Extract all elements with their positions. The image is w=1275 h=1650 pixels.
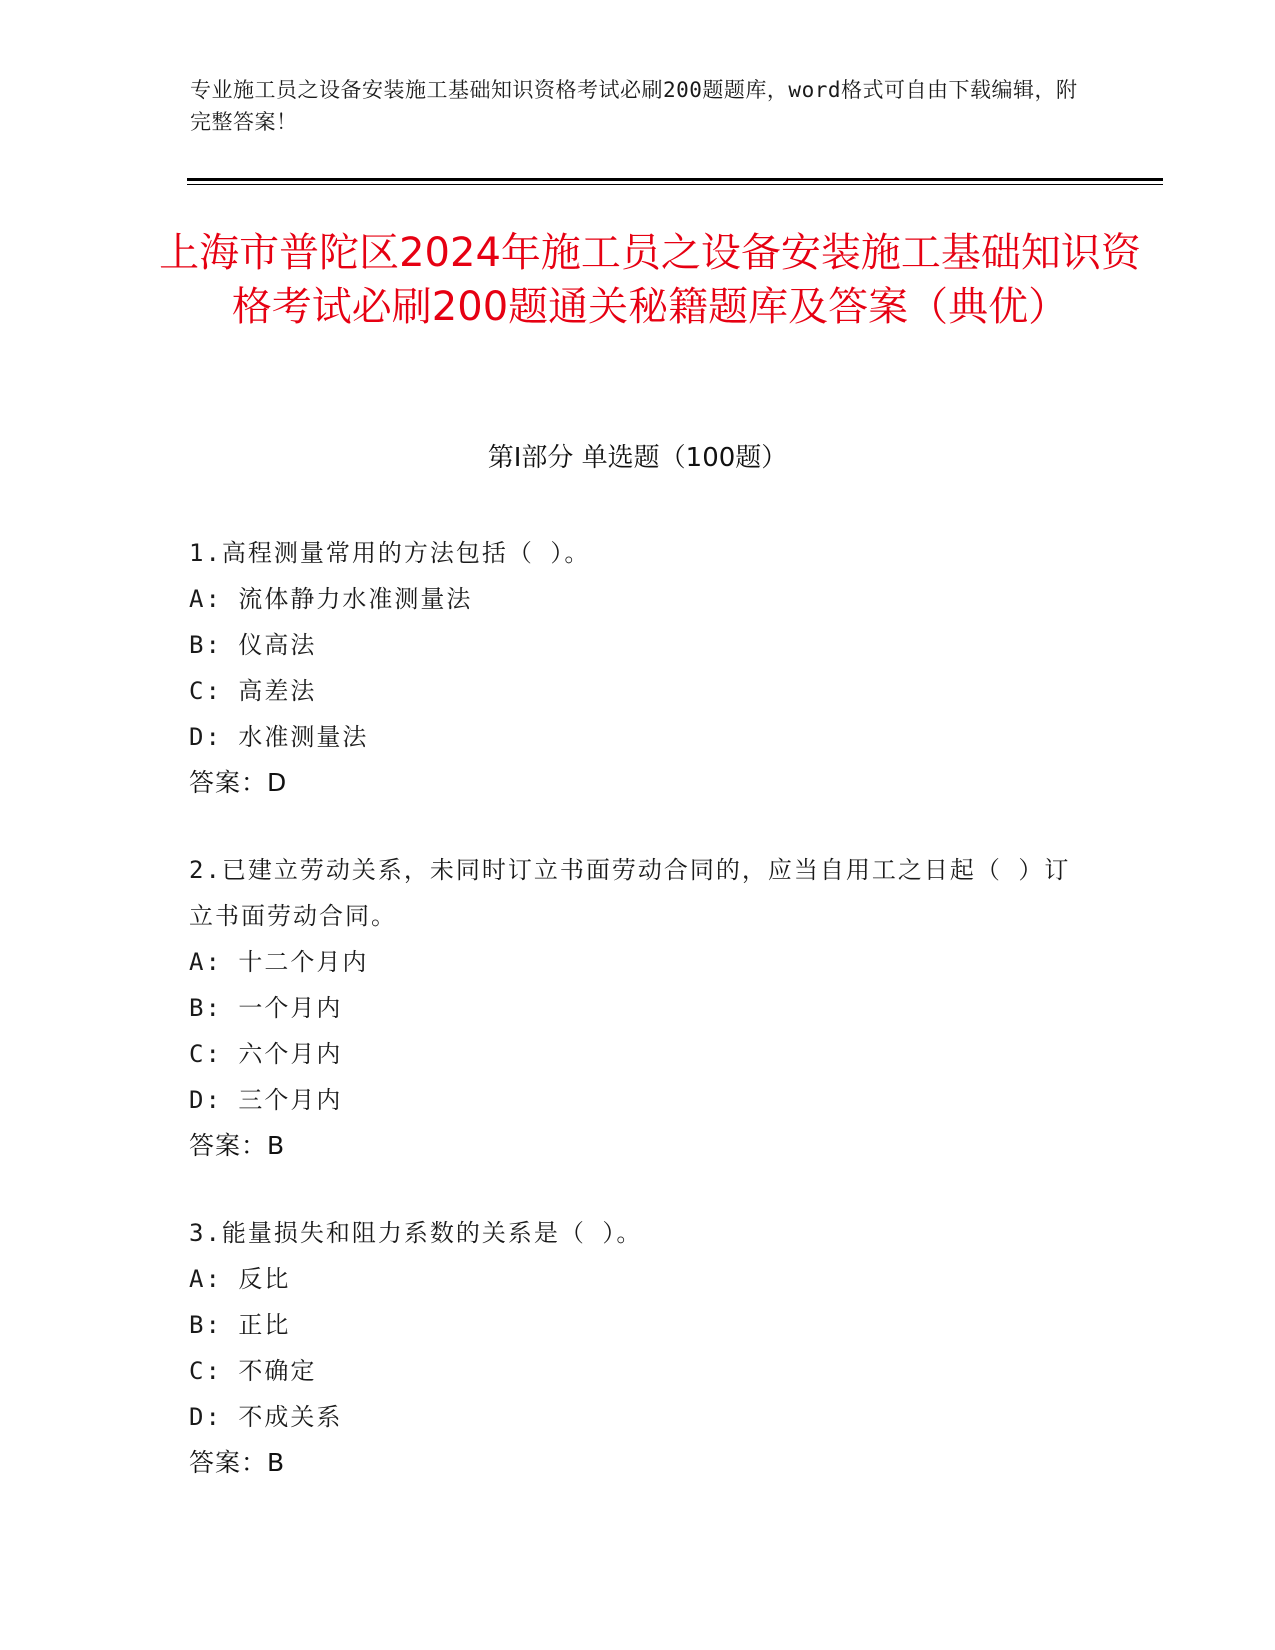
option-a: A: 十二个月内 (189, 948, 369, 976)
option-a: A: 流体静力水准测量法 (189, 585, 473, 613)
question-stem: 1.高程测量常用的方法包括（ ）。 (189, 539, 591, 567)
answer-line: 答案：B (189, 1131, 286, 1160)
option-c: C: 不确定 (189, 1357, 317, 1385)
answer-line: 答案：B (189, 1448, 286, 1477)
question-stem: 2.已建立劳动关系，未同时订立书面劳动合同的，应当自用工之日起（ ）订立书面劳动合同。 (189, 856, 1071, 930)
question-item (189, 530, 1089, 806)
option-d: D: 三个月内 (189, 1086, 343, 1114)
question-item (189, 847, 1089, 1169)
header-rule-thick (187, 178, 1163, 181)
question-list (189, 530, 1089, 1527)
option-d: D: 水准测量法 (189, 723, 369, 751)
question-item (189, 1210, 1089, 1486)
section-title: 第Ⅰ部分 单选题（100题） (487, 443, 788, 473)
option-d: D: 不成关系 (189, 1403, 343, 1431)
answer-line: 答案：D (189, 768, 288, 797)
header-note: 专业施工员之设备安装施工基础知识资格考试必刷200题题库，word格式可自由下载编辑，附完整答案！ (190, 78, 1078, 134)
option-b: B: 正比 (189, 1311, 291, 1339)
question-stem: 3.能量损失和阻力系数的关系是（ ）。 (189, 1219, 643, 1247)
header-rule-thin (187, 184, 1163, 185)
option-b: B: 仪高法 (189, 631, 317, 659)
document-title: 上海市普陀区2024年施工员之设备安装施工基础知识资格考试必刷200题通关秘籍题库及答案（典优） (159, 230, 1141, 330)
option-c: C: 六个月内 (189, 1040, 343, 1068)
option-c: C: 高差法 (189, 677, 317, 705)
option-a: A: 反比 (189, 1265, 291, 1293)
option-b: B: 一个月内 (189, 994, 343, 1022)
